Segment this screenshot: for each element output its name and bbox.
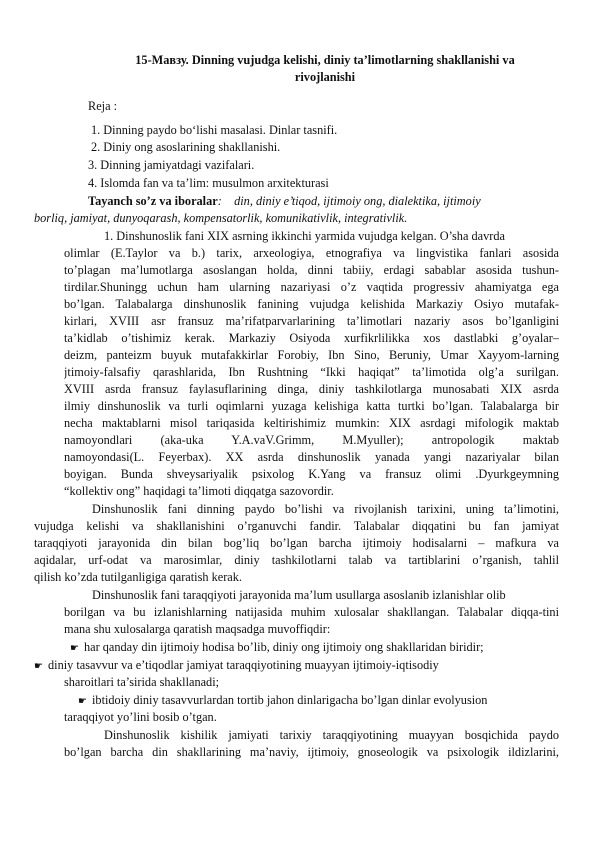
bullet-3-line-1: [78, 692, 487, 710]
para2-line-3: taraqqiyoti jarayonida din bilan bog’liq bo’lgan barcha ijtimoiy hodisalarni – mafkura va: [34, 536, 559, 550]
para1-line-1: 1. Dinshunoslik fani XIX asrning ikkinchi yarmida vujudga kelgan. O’sha davrda: [104, 229, 505, 243]
plan-item-2: 2. Diniy ong asoslarining shakllanishi.: [91, 140, 281, 154]
para2-line-2: vujudga kelishi va shakllanishini o’rganuvchi fandir. Talabalar diqqatini bu fan jamiyat: [34, 519, 559, 533]
keywords-text-1: din, diniy e’tiqod, ijtimoiy ong, dialektika, ijtimoiy: [234, 194, 481, 208]
para1-line-8: deizm, panteizm buyuk mutafakkirlar Forobiy, Ibn Sino, Beruniy, Umar Xayyom-larning: [64, 348, 559, 362]
para3-line-3: mana shu xulosalarga qaratish maqsadga muvoffiqdir:: [64, 622, 331, 636]
para2-line-5: qilish ko’zda tutilganligiga qaratish kerak.: [34, 570, 242, 584]
para1-line-14: namoyondasi(L. Feyerbax). XX asrda dinshunoslik yanada yangi nazariyalar bilan: [64, 450, 559, 464]
keywords-line-2: borliq, jamiyat, dunyoqarash, kompensatorlik, komunikativlik, integrativlik.: [34, 211, 408, 225]
plan-item-3: 3. Dinning jamiyatdagi vazifalari.: [88, 158, 255, 172]
para4-line-1: Dinshunoslik kishilik jamiyati tarixiy taraqqiyotining muayyan bosqichida paydo: [104, 728, 559, 742]
para1-line-10: XVIII asrda fransuz faylasuflarining dinga, diniy tashkilotlarga munosabati XIX asrda: [64, 382, 559, 396]
keywords-colon: :: [217, 194, 222, 208]
bullet-1-text: har qanday din ijtimoiy hodisa bo’lib, diniy ong ijtimoiy ong shakllaridan biridir;: [84, 640, 484, 654]
para1-line-6: kirlari, XVIII asr fransuz ma’rifatparvarlarining ta’limotlari nazariy asos bo’lganligini: [64, 314, 559, 328]
title-line-2: rivojlanishi: [294, 70, 356, 84]
bullet-3-line-2: taraqqiyot yo’lini bosib o’tgan.: [64, 710, 217, 724]
plan-item-1: 1. Dinning paydo bo‘lishi masalasi. Dinlar tasnifi.: [91, 123, 338, 137]
hand-pointer-icon: ☛: [34, 661, 43, 672]
para3-line-2: borilgan va bu izlanishlarning natijasida muhim xulosalar shakllangan. Talabalar diqqa-tini: [64, 605, 559, 619]
para2-line-1: Dinshunoslik fani dinning paydo bo’lishi va rivojlanish tarixini, uning ta’limotini,: [92, 502, 559, 516]
bullet-3-text-1: ibtidoiy diniy tasavvurlardan tortib jahon dinlarigacha bo’lgan dinlar evolyusion: [92, 693, 488, 707]
keywords-label: Tayanch so’z va iboralar: [88, 194, 218, 208]
para1-line-7: ta’kidlab o’tishimiz kerak. Markaziy Osiyoda xurfikrlilikka xos dastlabki g’oyalar–: [64, 331, 559, 345]
para3-line-1: Dinshunoslik fani taraqqiyoti jarayonida ma’lum usullarga asoslanib izlanishlar olib: [92, 588, 506, 602]
bullet-1: [70, 639, 484, 657]
page-title: [60, 52, 590, 86]
plan-label: Reja :: [88, 99, 118, 113]
para2-line-4: aqidalar, urf-odat va marosimlar, diniy tashkilotlarni talab va tartiblarini o’rganish, tahlil: [34, 553, 559, 567]
para1-line-16: “kollektiv ong” haqidagi ta’limoti diqqatga sazovordir.: [64, 484, 334, 498]
para1-line-4: tirdilar.Shuningg uchun ham ularning nazariyasi o’z vaqtida progressiv ahamiyatga ega: [64, 280, 559, 294]
keywords-line-1: [88, 193, 481, 209]
hand-pointer-icon: ☛: [70, 643, 79, 654]
hand-pointer-icon: ☛: [78, 696, 87, 707]
title-line-1: 15-Мавзу. Dinning vujudga kelishi, diniy ta’limotlarning shakllanishi va: [135, 53, 515, 67]
plan-item-4: 4. Islomda fan va ta’lim: musulmon arxitekturasi: [88, 176, 329, 190]
para1-line-12: necha maktablarni misol tariqasida keltirishimiz mumkin: XIX asrdagi mifologik maktab: [64, 416, 559, 430]
para1-line-2: olimlar (E.Taylor va b.) tarix, arxeologiya, etnografiya va lingvistika fanlari asosida: [64, 246, 559, 260]
para1-line-11: ilmiy dinshunoslik va turli oqimlarni yuzaga kelishiga katta turtki bo’lgan. Talabalarga bir: [64, 399, 559, 413]
bullet-2-text-1: diniy tasavvur va e’tiqodlar jamiyat taraqqiyotining muayyan ijtimoiy-iqtisodiy: [48, 658, 439, 672]
para1-line-9: jtimoiy-falsafiy qarashlarida, Ibn Rushtning “Ikki haqiqat” ta’limotida olg’a surilgan.: [64, 365, 559, 379]
para4-line-2: bo’lgan barcha din shakllarining ma’naviy, ijtimoiy, gnoseologik va psixologik ildizlarini,: [64, 745, 559, 759]
bullet-2-line-1: [34, 657, 559, 675]
para1-line-3: to’plagan ma’lumotlarga asoslangan holda, dinni tabiiy, erdagi sabablar asosida tushun-: [64, 263, 559, 277]
para1-line-13: namoyondlari (aka-uka Y.A.vaV.Grimm, M.Myuller); antropologik maktab: [64, 433, 559, 447]
para1-line-15: boyigan. Bunda shveysariyalik psixolog K.Yang va fransuz olimi .Dyurkgeymning: [64, 467, 559, 481]
bullet-2-line-2: sharoitlari ta’sirida shakllanadi;: [64, 675, 220, 689]
para1-line-5: bo’lgan. Talabalarga dinshunoslik fanining vujudga kelishida Markaziy Osiyo mutafak-: [64, 297, 559, 311]
